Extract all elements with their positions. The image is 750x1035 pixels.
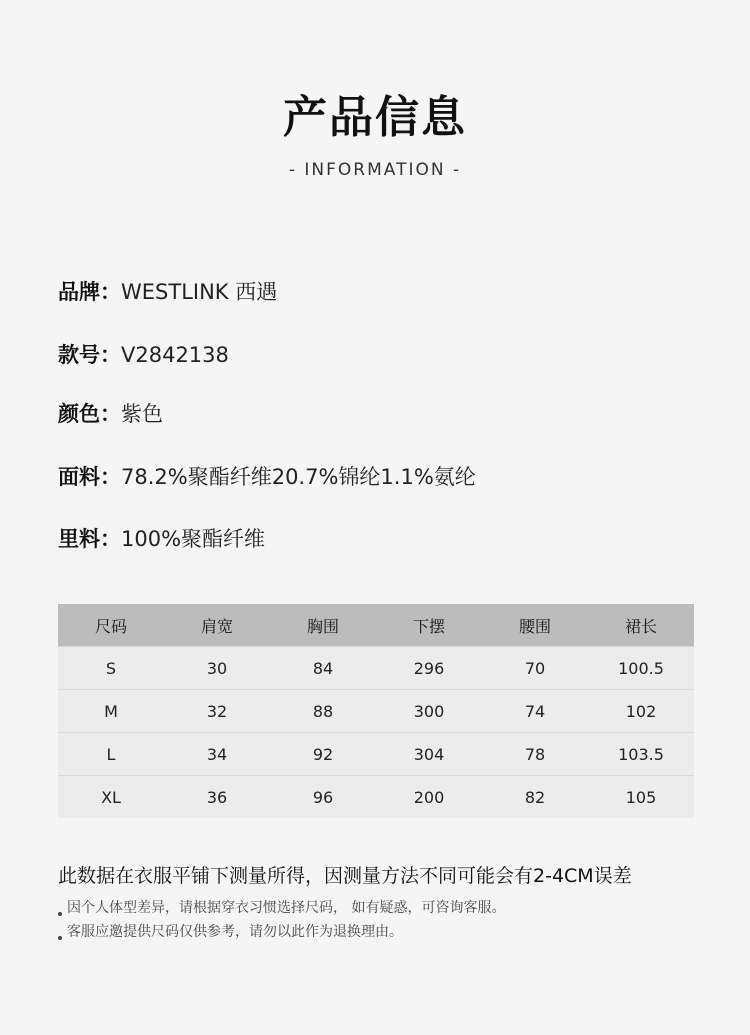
table-cell: 92	[270, 733, 376, 776]
info-value: V2842138	[121, 343, 229, 367]
size-table	[58, 604, 694, 818]
table-row	[58, 776, 694, 819]
table-cell: 300	[376, 690, 482, 733]
page-subtitle: - INFORMATION -	[288, 160, 462, 180]
note-item	[58, 922, 403, 942]
column-header: 胸围	[270, 604, 376, 647]
info-label: 里料：	[58, 527, 121, 551]
info-row-brand	[58, 277, 277, 307]
info-label: 颜色：	[58, 402, 121, 426]
column-header: 腰围	[482, 604, 588, 647]
table-cell: XL	[58, 776, 164, 819]
table-cell: 78	[482, 733, 588, 776]
column-header: 肩宽	[164, 604, 270, 647]
table-row	[58, 733, 694, 776]
note-item-text: 客服应邀提供尺码仅供参考，请勿以此作为退换理由。	[67, 924, 403, 940]
table-cell: L	[58, 733, 164, 776]
note-item	[58, 898, 505, 918]
table-cell: 102	[588, 690, 694, 733]
page-title: 产品信息	[283, 92, 467, 143]
table-cell: 70	[482, 647, 588, 690]
info-value: 78.2%聚酯纤维20.7%锦纶1.1%氨纶	[121, 465, 476, 489]
info-row-fabric	[58, 462, 476, 492]
table-header-row	[58, 604, 694, 647]
table-row	[58, 647, 694, 690]
table-cell: 105	[588, 776, 694, 819]
table-cell: 96	[270, 776, 376, 819]
info-value: WESTLINK 西遇	[121, 280, 278, 304]
table-cell: 30	[164, 647, 270, 690]
info-row-style-number	[58, 340, 229, 370]
table-cell: 88	[270, 690, 376, 733]
column-header: 裙长	[588, 604, 694, 647]
table-cell: 100.5	[588, 647, 694, 690]
table-cell: 103.5	[588, 733, 694, 776]
info-row-color	[58, 399, 163, 429]
table-cell: 84	[270, 647, 376, 690]
info-row-lining	[58, 524, 265, 554]
bullet-icon	[58, 912, 62, 916]
table-cell: 82	[482, 776, 588, 819]
table-cell: 74	[482, 690, 588, 733]
info-value: 紫色	[121, 402, 163, 426]
column-header: 下摆	[376, 604, 482, 647]
info-label: 面料：	[58, 465, 121, 489]
table-cell: 32	[164, 690, 270, 733]
table-cell: 296	[376, 647, 482, 690]
info-label: 品牌：	[58, 280, 121, 304]
table-cell: 34	[164, 733, 270, 776]
table-row	[58, 690, 694, 733]
table-cell: 304	[376, 733, 482, 776]
info-label: 款号：	[58, 343, 121, 367]
measurement-note: 此数据在衣服平铺下测量所得，因测量方法不同可能会有2-4CM误差	[58, 865, 632, 887]
note-item-text: 因个人体型差异，请根据穿衣习惯选择尺码， 如有疑惑，可咨询客服。	[67, 900, 506, 916]
info-value: 100%聚酯纤维	[121, 527, 266, 551]
table-cell: M	[58, 690, 164, 733]
table-cell: S	[58, 647, 164, 690]
table-cell: 36	[164, 776, 270, 819]
bullet-icon	[58, 936, 62, 940]
table-cell: 200	[376, 776, 482, 819]
column-header: 尺码	[58, 604, 164, 647]
